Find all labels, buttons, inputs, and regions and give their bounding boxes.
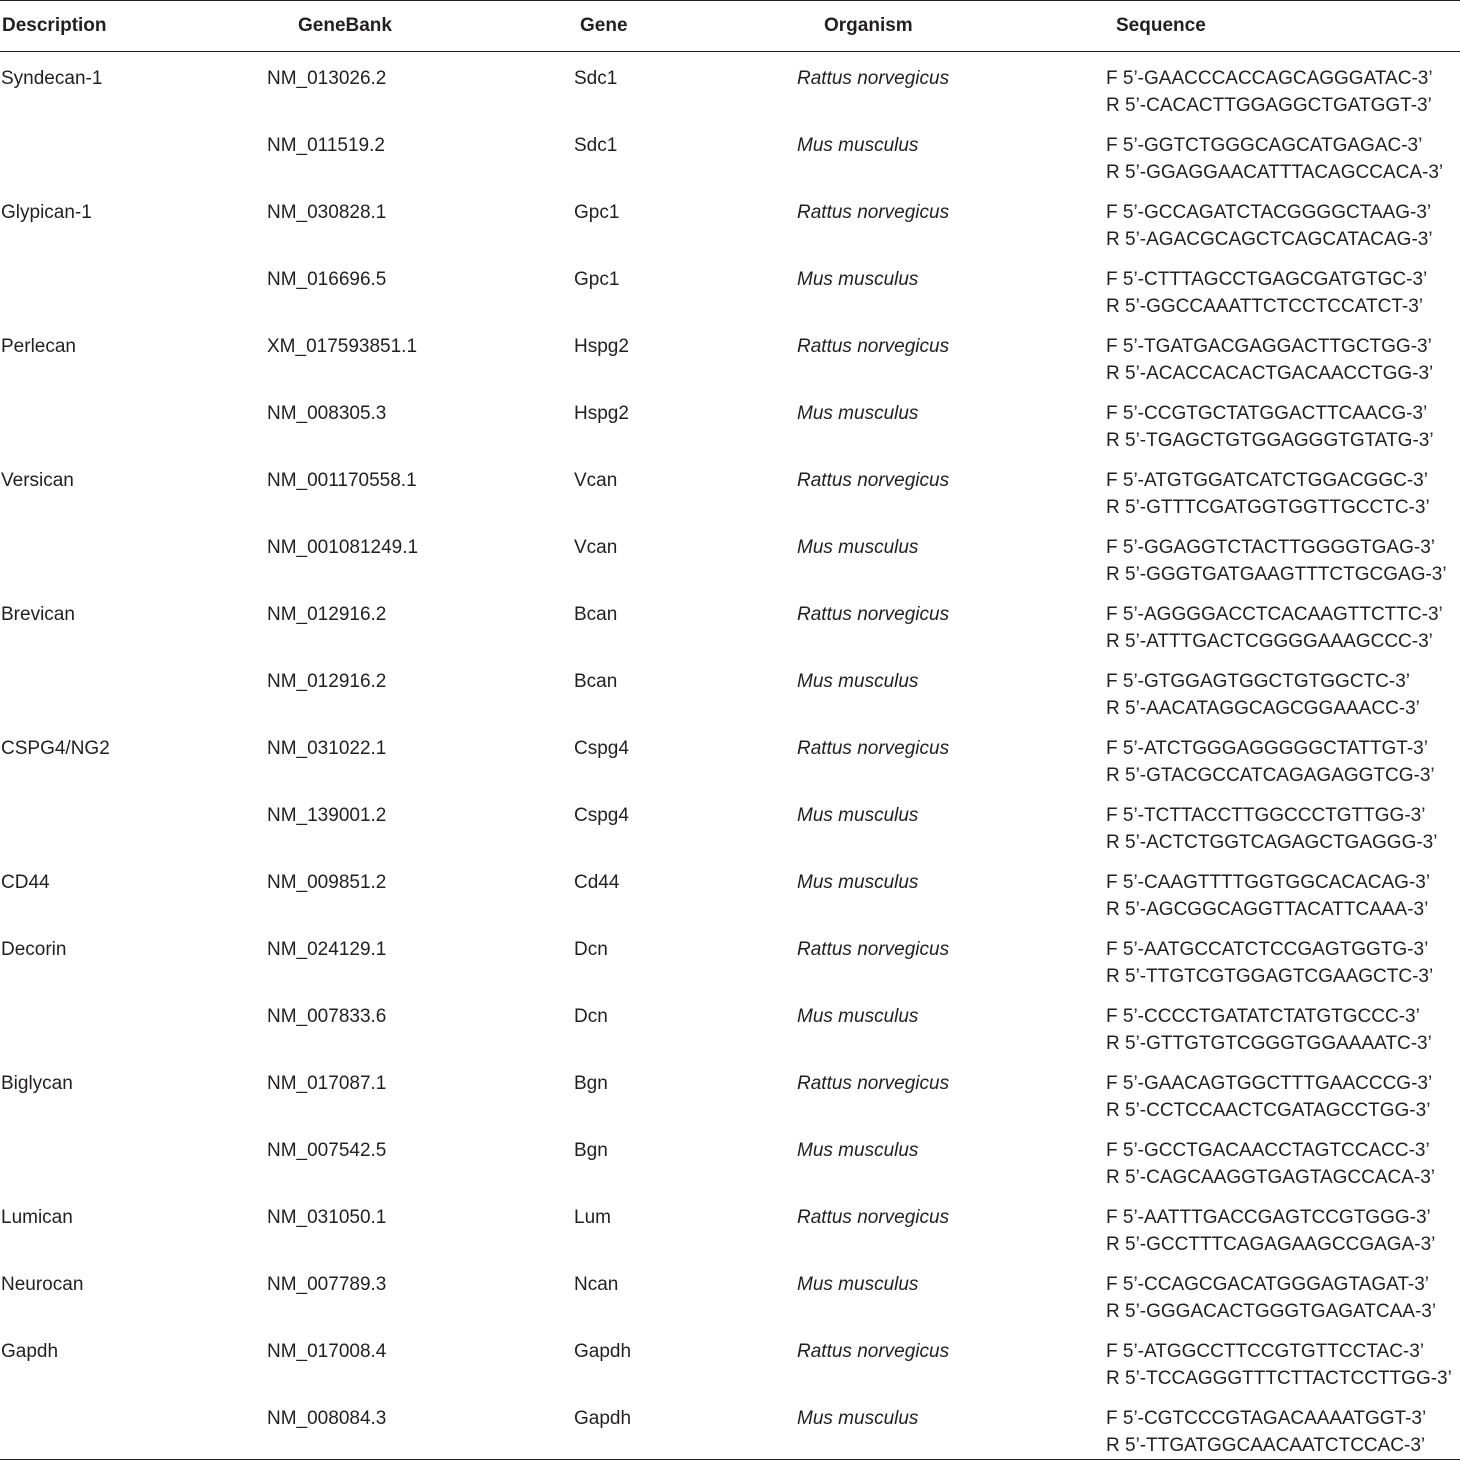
table-row [0, 1258, 1460, 1325]
table-row [0, 1057, 1460, 1124]
cell-sequence [988, 52, 1460, 120]
table-row [0, 320, 1460, 387]
cell-genebank: NM_007542.5 [267, 1140, 387, 1161]
cell-description [0, 119, 258, 186]
forward-primer: F 5’-CGTCCCGTAGACAAAATGGT-3’ [1106, 1408, 1427, 1429]
forward-primer: F 5’-TCTTACCTTGGCCCTGTTGG-3’ [1106, 805, 1426, 826]
cell-genebank: NM_031022.1 [267, 738, 387, 759]
cell-description [0, 655, 258, 722]
reverse-primer: R 5’-GGAGGAACATTTACAGCCACA-3’ [1106, 162, 1444, 183]
cell-sequence [988, 119, 1460, 186]
cell-gene: Bgn [574, 1073, 608, 1094]
forward-primer: F 5’-GCCTGACAACCTAGTCCACC-3’ [1106, 1140, 1430, 1161]
table-body [0, 52, 1460, 1460]
cell-genebank: NM_001170558.1 [267, 470, 417, 491]
cell-organism: Rattus norvegicus [797, 336, 950, 357]
cell-genebank: NM_013026.2 [267, 68, 387, 89]
reverse-primer: R 5’-CACACTTGGAGGCTGATGGT-3’ [1106, 95, 1432, 116]
forward-primer: F 5’-GTGGAGTGGCTGTGGCTC-3’ [1106, 671, 1410, 692]
cell-gene: Vcan [574, 537, 618, 558]
cell-organism: Rattus norvegicus [797, 738, 950, 759]
reverse-primer: R 5’-TTGATGGCAACAATCTCCAC-3’ [1106, 1435, 1426, 1456]
reverse-primer: R 5’-AGACGCAGCTCAGCATACAG-3’ [1106, 229, 1433, 250]
cell-organism: Mus musculus [797, 135, 919, 156]
cell-genebank: NM_012916.2 [267, 604, 387, 625]
header-description: Description [0, 1, 258, 52]
cell-organism: Rattus norvegicus [797, 604, 950, 625]
table-row [0, 655, 1460, 722]
cell-sequence [988, 1191, 1460, 1258]
cell-description: Brevican [1, 604, 75, 625]
cell-gene: Hspg2 [574, 336, 629, 357]
cell-description: Versican [1, 470, 74, 491]
cell-description: Perlecan [1, 336, 76, 357]
cell-organism: Mus musculus [797, 872, 919, 893]
cell-description: CD44 [1, 872, 50, 893]
forward-primer: F 5’-AGGGGACCTCACAAGTTCTTC-3’ [1106, 604, 1443, 625]
cell-sequence [988, 1258, 1460, 1325]
forward-primer: F 5’-ATGGCCTTCCGTGTTCCTAC-3’ [1106, 1341, 1425, 1362]
cell-gene: Cspg4 [574, 805, 629, 826]
forward-primer: F 5’-GCCAGATCTACGGGGCTAAG-3’ [1106, 202, 1432, 223]
cell-organism: Mus musculus [797, 1274, 919, 1295]
forward-primer: F 5’-GAACCCACCAGCAGGGATAC-3’ [1106, 68, 1433, 89]
cell-organism: Mus musculus [706, 1392, 988, 1460]
cell-description: Neurocan [1, 1274, 84, 1295]
cell-gene: Bcan [574, 604, 618, 625]
table-row [0, 186, 1460, 253]
table-row [0, 521, 1460, 588]
reverse-primer: R 5’-CCTCCAACTCGATAGCCTGG-3’ [1106, 1100, 1431, 1121]
cell-genebank: NM_007833.6 [267, 1006, 387, 1027]
table-row [0, 1124, 1460, 1191]
forward-primer: F 5’-AATTTGACCGAGTCCGTGGG-3’ [1106, 1207, 1431, 1228]
table-row [0, 1191, 1460, 1258]
cell-organism: Mus musculus [797, 537, 919, 558]
cell-description [0, 521, 258, 588]
reverse-primer: R 5’-AGCGGCAGGTTACATTCAAA-3’ [1106, 899, 1429, 920]
cell-organism: Mus musculus [797, 1006, 919, 1027]
reverse-primer: R 5’-AACATAGGCAGCGGAAACC-3’ [1106, 698, 1420, 719]
header-row [0, 1, 1460, 52]
cell-description [0, 387, 258, 454]
cell-gene: Bcan [574, 671, 618, 692]
cell-gene: Dcn [574, 939, 608, 960]
cell-description [0, 1392, 258, 1460]
cell-genebank: NM_017008.4 [267, 1341, 387, 1362]
table-row [0, 253, 1460, 320]
cell-genebank: NM_011519.2 [267, 135, 385, 156]
table-row [0, 856, 1460, 923]
forward-primer: F 5’-TGATGACGAGGACTTGCTGG-3’ [1106, 336, 1432, 357]
reverse-primer: R 5’-ATTTGACTCGGGGAAAGCCC-3’ [1106, 631, 1433, 652]
cell-description: Decorin [1, 939, 67, 960]
cell-sequence [988, 253, 1460, 320]
table-row [0, 722, 1460, 789]
cell-genebank: NM_139001.2 [267, 805, 387, 826]
cell-organism: Rattus norvegicus [797, 68, 950, 89]
cell-sequence [988, 521, 1460, 588]
table-row [0, 1325, 1460, 1392]
reverse-primer: R 5’-GTTTCGATGGTGGTTGCCTC-3’ [1106, 497, 1430, 518]
cell-sequence [988, 655, 1460, 722]
table-row [0, 119, 1460, 186]
cell-description: CSPG4/NG2 [1, 738, 110, 759]
cell-description: Lumican [1, 1207, 73, 1228]
cell-organism: Rattus norvegicus [797, 1341, 950, 1362]
cell-organism: Rattus norvegicus [797, 202, 950, 223]
cell-sequence [988, 1124, 1460, 1191]
reverse-primer: R 5’-TTGTCGTGGAGTCGAAGCTC-3’ [1106, 966, 1434, 987]
cell-organism: Mus musculus [797, 1140, 919, 1161]
cell-sequence [988, 320, 1460, 387]
table-row [0, 588, 1460, 655]
cell-genebank: NM_024129.1 [267, 939, 387, 960]
header-organism: Organism [706, 1, 988, 52]
header-genebank: GeneBank [258, 1, 458, 52]
cell-gene: Sdc1 [574, 135, 618, 156]
cell-description: Biglycan [1, 1073, 73, 1094]
forward-primer: F 5’-AATGCCATCTCCGAGTGGTG-3’ [1106, 939, 1429, 960]
table-row [0, 990, 1460, 1057]
cell-sequence [988, 722, 1460, 789]
cell-sequence [988, 387, 1460, 454]
cell-description [0, 1124, 258, 1191]
cell-sequence [988, 1057, 1460, 1124]
forward-primer: F 5’-CAAGTTTTGGTGGCACACAG-3’ [1106, 872, 1431, 893]
cell-sequence [988, 1325, 1460, 1392]
cell-sequence [988, 923, 1460, 990]
header-sequence: Sequence [988, 1, 1460, 52]
cell-genebank: NM_009851.2 [267, 872, 387, 893]
reverse-primer: R 5’-TGAGCTGTGGAGGGTGTATG-3’ [1106, 430, 1434, 451]
reverse-primer: R 5’-GGCCAAATTCTCCTCCATCT-3’ [1106, 296, 1424, 317]
cell-gene: Gpc1 [574, 269, 620, 290]
table-row [0, 52, 1460, 120]
cell-sequence [988, 588, 1460, 655]
cell-description: Gapdh [1, 1341, 59, 1362]
cell-genebank: NM_012916.2 [267, 671, 387, 692]
cell-sequence [988, 1392, 1460, 1460]
cell-description [0, 253, 258, 320]
cell-genebank: NM_017087.1 [267, 1073, 387, 1094]
cell-gene: Sdc1 [574, 68, 618, 89]
cell-organism: Rattus norvegicus [797, 470, 950, 491]
cell-sequence [988, 990, 1460, 1057]
cell-genebank: NM_031050.1 [267, 1207, 387, 1228]
cell-gene: Gapdh [574, 1341, 632, 1362]
cell-sequence [988, 454, 1460, 521]
cell-gene: Gpc1 [574, 202, 620, 223]
reverse-primer: R 5’-CAGCAAGGTGAGTAGCCACA-3’ [1106, 1167, 1436, 1188]
cell-sequence [988, 856, 1460, 923]
forward-primer: F 5’-GGAGGTCTACTTGGGGTGAG-3’ [1106, 537, 1435, 558]
cell-genebank: NM_007789.3 [267, 1274, 387, 1295]
cell-organism: Mus musculus [797, 671, 919, 692]
forward-primer: F 5’-CCCCTGATATCTATGTGCCC-3’ [1106, 1006, 1420, 1027]
cell-gene: Vcan [574, 470, 618, 491]
reverse-primer: R 5’-GTTGTGTCGGGTGGAAAATC-3’ [1106, 1033, 1432, 1054]
cell-genebank: NM_001081249.1 [267, 537, 419, 558]
reverse-primer: R 5’-ACACCACACTGACAACCTGG-3’ [1106, 363, 1434, 384]
cell-gene: Bgn [574, 1140, 608, 1161]
cell-genebank: XM_017593851.1 [267, 336, 418, 357]
forward-primer: F 5’-CCGTGCTATGGACTTCAACG-3’ [1106, 403, 1428, 424]
header-gene: Gene [458, 1, 706, 52]
reverse-primer: R 5’-GCCTTTCAGAGAAGCCGAGA-3’ [1106, 1234, 1436, 1255]
cell-organism: Mus musculus [797, 403, 919, 424]
cell-sequence [988, 186, 1460, 253]
cell-genebank: NM_030828.1 [267, 202, 387, 223]
table-row [0, 923, 1460, 990]
table-row [0, 454, 1460, 521]
cell-organism: Rattus norvegicus [797, 1207, 950, 1228]
reverse-primer: R 5’-GGGTGATGAAGTTTCTGCGAG-3’ [1106, 564, 1447, 585]
cell-organism: Mus musculus [797, 269, 919, 290]
cell-gene: Dcn [574, 1006, 608, 1027]
forward-primer: F 5’-ATCTGGGAGGGGGCTATTGT-3’ [1106, 738, 1428, 759]
cell-gene: Hspg2 [574, 403, 629, 424]
forward-primer: F 5’-GAACAGTGGCTTTGAACCCG-3’ [1106, 1073, 1433, 1094]
reverse-primer: R 5’-ACTCTGGTCAGAGCTGAGGG-3’ [1106, 832, 1438, 853]
cell-gene: Cd44 [574, 872, 620, 893]
forward-primer: F 5’-GGTCTGGGCAGCATGAGAC-3’ [1106, 135, 1423, 156]
forward-primer: F 5’-ATGTGGATCATCTGGACGGC-3’ [1106, 470, 1428, 491]
forward-primer: F 5’-CCAGCGACATGGGAGTAGAT-3’ [1106, 1274, 1430, 1295]
cell-description: Glypican-1 [1, 202, 92, 223]
cell-description: Syndecan-1 [1, 68, 103, 89]
reverse-primer: R 5’-GTACGCCATCAGAGAGGTCG-3’ [1106, 765, 1435, 786]
table-row [0, 1392, 1460, 1460]
cell-gene: Gapdh [458, 1392, 706, 1460]
cell-description [0, 990, 258, 1057]
reverse-primer: R 5’-TCCAGGGTTTCTTACTCCTTGG-3’ [1106, 1368, 1452, 1389]
cell-gene: Lum [574, 1207, 611, 1228]
cell-gene: Ncan [574, 1274, 619, 1295]
cell-gene: Cspg4 [574, 738, 629, 759]
cell-genebank: NM_008305.3 [267, 403, 387, 424]
cell-organism: Mus musculus [797, 805, 919, 826]
table-row [0, 789, 1460, 856]
forward-primer: F 5’-CTTTAGCCTGAGCGATGTGC-3’ [1106, 269, 1428, 290]
cell-sequence [988, 789, 1460, 856]
reverse-primer: R 5’-GGGACACTGGGTGAGATCAA-3’ [1106, 1301, 1437, 1322]
table-row [0, 387, 1460, 454]
cell-genebank: NM_008084.3 [258, 1392, 458, 1460]
cell-genebank: NM_016696.5 [267, 269, 387, 290]
cell-organism: Rattus norvegicus [797, 939, 950, 960]
cell-organism: Rattus norvegicus [797, 1073, 950, 1094]
cell-description [0, 789, 258, 856]
table-header [0, 1, 1460, 52]
